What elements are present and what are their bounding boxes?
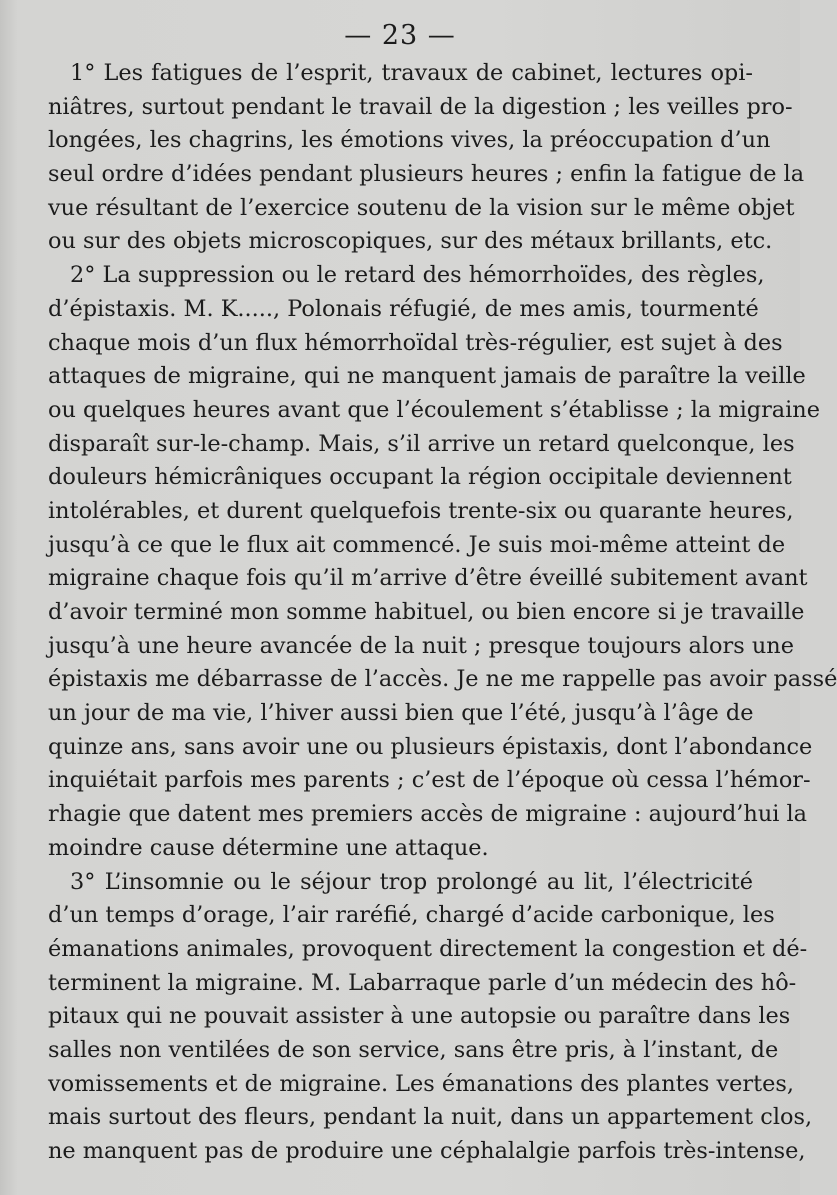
text-line: moindre cause détermine une attaque. — [48, 834, 489, 861]
text-line: 3° L’insomnie ou le séjour trop prolongé au lit, l’électricité — [70, 868, 753, 895]
text-line: pitaux qui ne pouvait assister à une autopsie ou paraître dans les — [48, 1003, 791, 1030]
text-line: ou quelques heures avant que l’écoulement s’établisse ; la migraine — [48, 396, 820, 423]
paragraph-1 — [48, 57, 805, 259]
text-line: ou sur des objets microscopiques, sur des métaux brillants, etc. — [48, 228, 773, 255]
paragraph-3 — [48, 866, 813, 1169]
text-line: épistaxis me débarrasse de l’accès. Je ne me rappelle pas avoir passé — [48, 666, 837, 693]
text-line: inquiétait parfois mes parents ; c’est de l’époque où cessa l’hémor- — [48, 767, 811, 794]
text-line: ne manquent pas de produire une céphalalgie parfois très-intense, — [48, 1138, 806, 1164]
text-line: rhagie que datent mes premiers accès de migraine : aujourd’hui la — [48, 801, 808, 828]
text-line: longées, les chagrins, les émotions vives, la préoccupation d’un — [48, 127, 771, 154]
text-line: émanations animales, provoquent directement la congestion et dé- — [48, 935, 808, 962]
text-line: vomissements et de migraine. Les émanations des plantes vertes, — [48, 1070, 794, 1097]
text-line: salles non ventilées de son service, sans être pris, à l’instant, de — [48, 1036, 779, 1063]
text-line: quinze ans, sans avoir une ou plusieurs épistaxis, dont l’abondance — [48, 733, 813, 760]
text-line: d’épistaxis. M. K....., Polonais réfugié, de mes amis, tourmenté — [48, 295, 759, 322]
text-line: chaque mois d’un flux hémorrhoïdal très-régulier, est sujet à des — [48, 329, 783, 356]
text-line: 1° Les fatigues de l’esprit, travaux de cabinet, lectures opi- — [70, 60, 753, 86]
text-line: mais surtout des fleurs, pendant la nuit, dans un appartement clos, — [48, 1104, 813, 1131]
text-line: disparaît sur-le-champ. Mais, s’il arrive un retard quelconque, les — [48, 430, 795, 457]
text-line: terminent la migraine. M. Labarraque parle d’un médecin des hô- — [48, 969, 797, 996]
text-line: d’avoir terminé mon somme habituel, ou bien encore si je travaille — [48, 599, 805, 625]
text-line: niâtres, surtout pendant le travail de la digestion ; les veilles pro- — [48, 93, 793, 120]
page-number: — 23 — — [344, 20, 456, 51]
text-line: 2° La suppression ou le retard des hémorrhoïdes, des règles, — [70, 262, 765, 289]
paragraph-2 — [48, 259, 837, 865]
text-line: migraine chaque fois qu’il m’arrive d’être éveillé subitement avant — [48, 565, 808, 592]
text-line: attaques de migraine, qui ne manquent jamais de paraître la veille — [48, 363, 806, 390]
text-line: seul ordre d’idées pendant plusieurs heures ; enfin la fatigue de la — [48, 161, 805, 188]
text-line: jusqu’à ce que le flux ait commencé. Je suis moi-même atteint de — [48, 531, 786, 558]
text-line: un jour de ma vie, l’hiver aussi bien que l’été, jusqu’à l’âge de — [48, 700, 754, 727]
text-line: vue résultant de l’exercice soutenu de la vision sur le même objet — [48, 194, 795, 221]
text-line: douleurs hémicrâniques occupant la région occipitale deviennent — [48, 464, 792, 491]
text-line: jusqu’à une heure avancée de la nuit ; presque toujours alors une — [48, 632, 794, 659]
text-line: intolérables, et durent quelquefois trente-six ou quarante heures, — [48, 497, 794, 524]
body-text — [48, 57, 837, 1169]
text-line: d’un temps d’orage, l’air raréfié, chargé d’acide carbonique, les — [48, 902, 775, 929]
